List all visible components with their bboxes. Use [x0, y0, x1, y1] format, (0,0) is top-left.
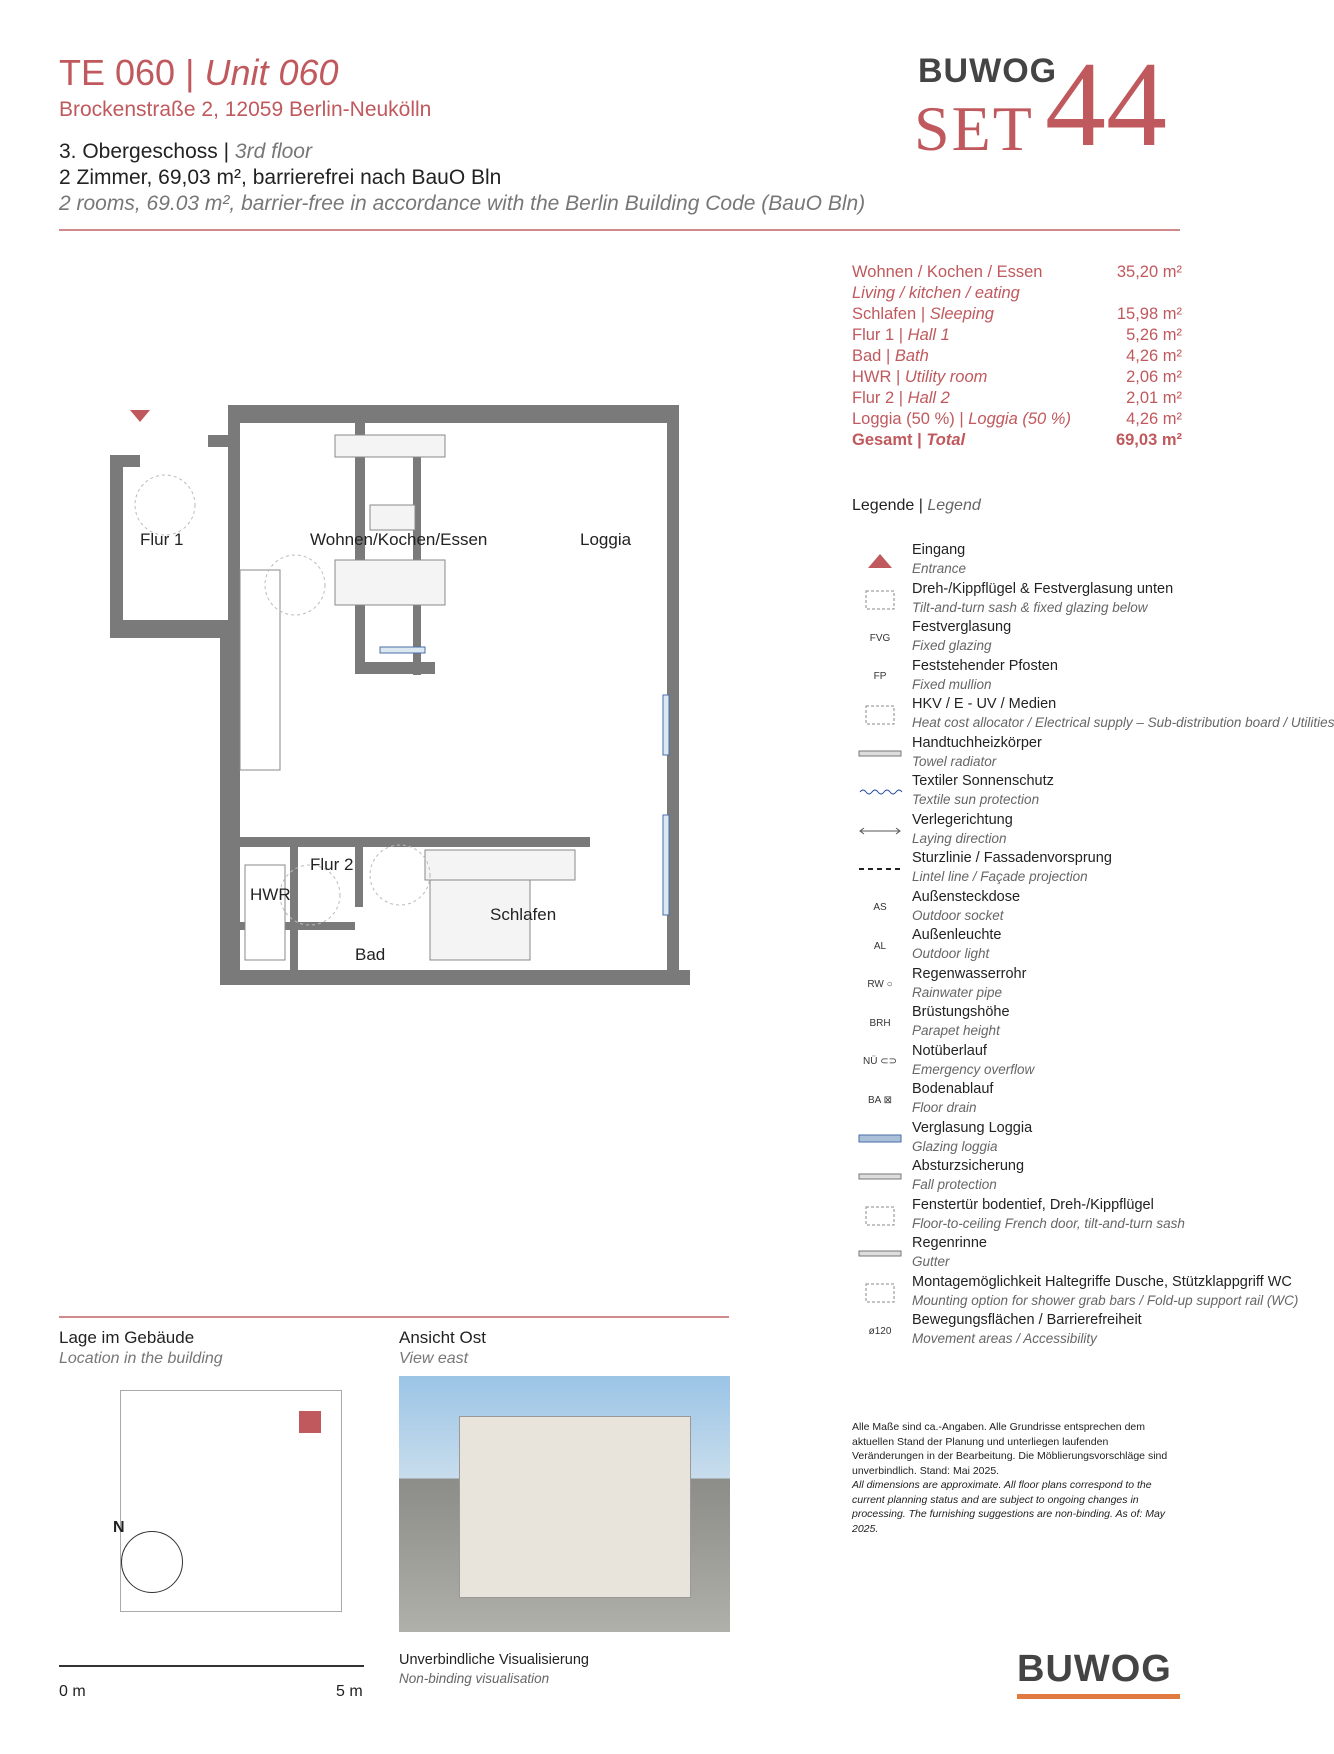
legend-label-de: Absturzsicherung [912, 1158, 1025, 1174]
legend-label-de: Fenstertür bodentief, Dreh-/Kippflügel [912, 1196, 1154, 1213]
legend-item [852, 927, 1192, 965]
floor-plan-drawing [110, 405, 690, 1105]
legend-item [852, 966, 1192, 1004]
legend-label-en: Rainwater pipe [912, 984, 1003, 1000]
legend-label-en: Towel radiator [912, 753, 997, 769]
sofa [335, 560, 445, 605]
shower [245, 865, 285, 960]
sideboard [335, 435, 445, 457]
legend-label-de: Brüstungshöhe [912, 1004, 1010, 1020]
area-label-en: Sleeping [929, 305, 994, 323]
legend-item [852, 1235, 1192, 1273]
area-label [852, 388, 950, 409]
legend-item [852, 812, 1192, 850]
area-label-en: Loggia (50 %) [968, 410, 1071, 428]
legend-label-de: Bodenablauf [912, 1081, 994, 1097]
entrance-marker [130, 410, 150, 422]
unit-number-en: Unit 060 [204, 52, 339, 93]
legend-label-de: Montagemöglichkeit Haltegriffe Dusche, Stützklappgriff WC [912, 1273, 1292, 1290]
fixed-glazing-icon: FVG [869, 632, 891, 644]
area-table [852, 262, 1182, 451]
legend-label-de: HKV / E - UV / Medien [912, 696, 1057, 712]
area-label [852, 325, 950, 346]
parapet-height-icon: BRH [869, 1017, 891, 1029]
floor-drain-icon: BA ⊠ [868, 1094, 892, 1106]
area-label-en: Hall 1 [907, 326, 950, 344]
legend-label-en: Gutter [912, 1254, 950, 1269]
legend-label-de: Sturzlinie / Fassadenvorsprung [912, 850, 1112, 866]
legend-item [852, 1158, 1192, 1196]
legend-title-en: Legend [927, 497, 981, 514]
legend-item [852, 1197, 1192, 1235]
area-label-de: Wohnen / Kochen / Essen [852, 263, 1043, 281]
glazing-loggia-icon [852, 1124, 908, 1154]
heat-cost-allocator-icon [852, 700, 908, 730]
title-separator: | [185, 52, 195, 93]
scale-bar [59, 1655, 364, 1667]
legend-item [852, 1312, 1192, 1350]
legend-label-en: Fixed mullion [912, 676, 992, 692]
legend-item [852, 735, 1192, 773]
area-row [852, 325, 1182, 346]
compass-icon [121, 1531, 183, 1593]
legend-item [852, 542, 1192, 580]
room-label-schlafen: Schlafen [490, 905, 557, 924]
floor-separator: | [223, 140, 230, 163]
area-row [852, 430, 1182, 451]
header-divider [59, 229, 1180, 231]
area-label-de: HWR [852, 368, 892, 386]
view-heading-en: View east [399, 1350, 469, 1367]
legend-label-de: Feststehender Pfosten [912, 657, 1058, 674]
logo-brand: BUWOG [918, 52, 1058, 90]
legend-title-de: Legende [852, 497, 915, 514]
area-value: 15,98 m² [1116, 305, 1182, 323]
area-value: 69,03 m² [1115, 431, 1182, 449]
legend-label-en: Fixed glazing [912, 638, 992, 653]
view-heading-de: Ansicht Ost [399, 1328, 486, 1347]
legend-item [852, 696, 1334, 734]
disclaimer-en: All dimensions are approximate. All floor plans correspond to the current planning status and are subject to ongoing changes in processing. The furnishing suggestions are non-binding. As of: May 2025. [852, 1479, 1166, 1535]
legend-title [852, 497, 981, 515]
legend-label-de: Regenrinne [912, 1235, 987, 1251]
area-label-en: Bath [894, 347, 929, 365]
area-label [852, 304, 994, 325]
legend-label-de: Verglasung Loggia [912, 1119, 1033, 1136]
french-door-icon [852, 1201, 908, 1231]
room-label-flur1: Flur 1 [140, 530, 184, 549]
area-label-separator: | [920, 305, 926, 323]
rainwater-pipe-icon: RW ○ [867, 979, 893, 990]
legend-item [852, 1273, 1299, 1312]
outdoor-socket-icon: AS [873, 902, 887, 913]
legend-separator: | [918, 497, 923, 514]
rooms-info-en: 2 rooms, 69.03 m², barrier-free in accordance with the Berlin Building Code (BauO Bln) [59, 192, 866, 215]
scale-start: 0 m [59, 1683, 86, 1700]
fall-protection-icon [852, 1162, 908, 1192]
area-value: 4,26 m² [1126, 347, 1182, 365]
legend-label-en: Entrance [912, 561, 967, 576]
area-label-de: Schlafen [852, 305, 917, 323]
area-label-en: Living / kitchen / eating [852, 284, 1020, 302]
bottom-divider [59, 1316, 729, 1318]
legend-label-de: Bewegungsflächen / Barrierefreiheit [912, 1312, 1142, 1328]
area-row [852, 346, 1182, 367]
sun-protection-icon [852, 777, 908, 807]
movement-area-icon: ø120 [868, 1325, 892, 1337]
area-label-de: Bad [852, 347, 882, 365]
legend-label-en: Fall protection [912, 1177, 997, 1192]
wardrobe [425, 850, 575, 880]
walls [110, 405, 690, 985]
floor-de: 3. Obergeschoss [59, 140, 218, 163]
area-label-separator: | [885, 347, 891, 365]
unit-number-de: TE 060 [59, 52, 176, 93]
building-visualisation [399, 1376, 730, 1632]
area-row [852, 388, 1182, 409]
legend-label-en: Laying direction [912, 830, 1007, 846]
emergency-overflow-icon: NÜ ⊂⊃ [863, 1056, 897, 1067]
kitchen-counter [240, 570, 280, 770]
legend-item [852, 773, 1192, 811]
table [370, 505, 415, 530]
gutter-icon [852, 1239, 908, 1269]
legend-label-de: Außenleuchte [912, 927, 1002, 943]
legend-label-de: Eingang [912, 542, 966, 558]
floor-en: 3rd floor [234, 140, 312, 163]
area-label-de: Loggia (50 %) [852, 410, 955, 428]
area-label-de: Flur 2 [852, 389, 895, 407]
floor-info [59, 140, 312, 164]
area-label-de: Flur 1 [852, 326, 895, 344]
area-label [852, 430, 965, 451]
area-label [852, 367, 987, 388]
legend-label-de: Textiler Sonnenschutz [912, 773, 1054, 789]
room-label-loggia: Loggia [580, 530, 632, 549]
legend-item [852, 658, 1192, 696]
area-label-separator: | [917, 431, 922, 449]
legend-item [852, 889, 1192, 927]
lintel-line-icon [852, 854, 908, 884]
towel-radiator-icon [852, 739, 908, 769]
legend-item [852, 581, 1192, 619]
area-label-en: Hall 2 [907, 389, 950, 407]
area-row [852, 262, 1182, 304]
area-label [852, 409, 1071, 430]
location-unit-highlight [299, 1411, 321, 1433]
area-row [852, 304, 1182, 325]
legend-label-en: Floor-to-ceiling French door, tilt-and-turn sash [912, 1215, 1185, 1231]
legend-label-de: Notüberlauf [912, 1042, 987, 1059]
legend-label-en: Parapet height [912, 1023, 1000, 1038]
location-heading-en: Location in the building [59, 1350, 223, 1367]
laying-direction-icon [852, 816, 908, 846]
legend-label-en: Outdoor light [912, 946, 990, 961]
area-value: 35,20 m² [1116, 263, 1182, 281]
logo-number: 44 [1045, 37, 1167, 172]
area-value: 5,26 m² [1126, 326, 1182, 344]
scale-end: 5 m [336, 1683, 363, 1700]
legend-label-de: Handtuchheizkörper [912, 734, 1042, 751]
room-label-wohnen: Wohnen/Kochen/Essen [310, 530, 488, 549]
legend-label-en: Glazing loggia [912, 1138, 998, 1154]
area-value: 2,06 m² [1126, 368, 1182, 386]
legend-label-de: Festverglasung [912, 619, 1012, 635]
legend-label-en: Textile sun protection [912, 792, 1040, 807]
area-value: 2,01 m² [1126, 389, 1182, 407]
area-row [852, 409, 1182, 430]
legend-label-en: Mounting option for shower grab bars / Fold-up support rail (WC) [912, 1292, 1299, 1308]
floor-plan [110, 405, 690, 1105]
visualisation-caption-en: Non-binding visualisation [399, 1671, 550, 1686]
area-label-separator: | [898, 389, 904, 407]
outdoor-light-icon: AL [873, 940, 887, 952]
location-heading-de: Lage im Gebäude [59, 1328, 195, 1347]
legend-item [852, 1081, 1192, 1119]
area-label-separator: | [896, 368, 901, 386]
legend-label-en: Floor drain [912, 1100, 977, 1115]
area-label-en: Total [926, 431, 966, 449]
disclaimer-de: Alle Maße sind ca.-Angaben. Alle Grundrisse entsprechen dem aktuellen Stand der Planung und unterliegen laufenden Veränderungen in der Bearbeitung. Die Möblierungsvorschläge sind unverbindlich. Stand: Mai 2025. [852, 1421, 1168, 1477]
legend-item [852, 619, 1192, 657]
unit-title [59, 52, 339, 94]
location-plan [113, 1390, 342, 1612]
legend-label-en: Emergency overflow [912, 1061, 1035, 1077]
legend-label-en: Tilt-and-turn sash & fixed glazing below [912, 599, 1148, 615]
area-row [852, 367, 1182, 388]
room-label-flur2: Flur 2 [310, 855, 354, 874]
fixed-mullion-icon: FP [873, 671, 887, 682]
area-label-de: Gesamt [852, 431, 913, 449]
legend-label-en: Outdoor socket [912, 907, 1004, 923]
footer-logo: BUWOG [1017, 1648, 1172, 1690]
logo-set: SET [914, 93, 1034, 164]
legend-item [852, 1043, 1192, 1081]
north-label: N [113, 1519, 125, 1536]
legend-label-de: Dreh-/Kippflügel & Festverglasung unten [912, 580, 1174, 597]
grab-bar-icon [852, 1278, 908, 1308]
visualisation-caption-de: Unverbindliche Visualisierung [399, 1652, 589, 1668]
legend-label-en: Movement areas / Accessibility [912, 1331, 1097, 1346]
legend-item [852, 1004, 1192, 1042]
room-label-hwr: HWR [250, 885, 291, 904]
room-label-bad: Bad [355, 945, 386, 964]
footer-logo-bar [1017, 1694, 1180, 1699]
legend-label-de: Außensteckdose [912, 888, 1021, 905]
area-label [852, 346, 929, 367]
legend-label-en: Heat cost allocator / Electrical supply – Sub-distribution board / Utilities [912, 715, 1334, 730]
disclaimer [852, 1420, 1182, 1536]
building-shape [459, 1416, 691, 1598]
area-label-separator: | [959, 410, 964, 428]
tilt-turn-sash-icon [852, 585, 908, 615]
area-label-separator: | [898, 326, 904, 344]
rooms-info-de: 2 Zimmer, 69,03 m², barrierefrei nach BauO Bln [59, 166, 502, 189]
area-label-en: Utility room [904, 368, 988, 386]
entrance-icon [852, 546, 908, 576]
area-value: 4,26 m² [1126, 410, 1182, 428]
legend-label-de: Verlegerichtung [912, 811, 1013, 828]
legend-label-en: Lintel line / Façade projection [912, 869, 1088, 884]
area-label [852, 262, 1042, 304]
address: Brockenstraße 2, 12059 Berlin-Neukölln [59, 98, 432, 121]
legend-item [852, 1120, 1192, 1158]
legend-item [852, 850, 1192, 888]
legend-label-de: Regenwasserrohr [912, 965, 1027, 982]
